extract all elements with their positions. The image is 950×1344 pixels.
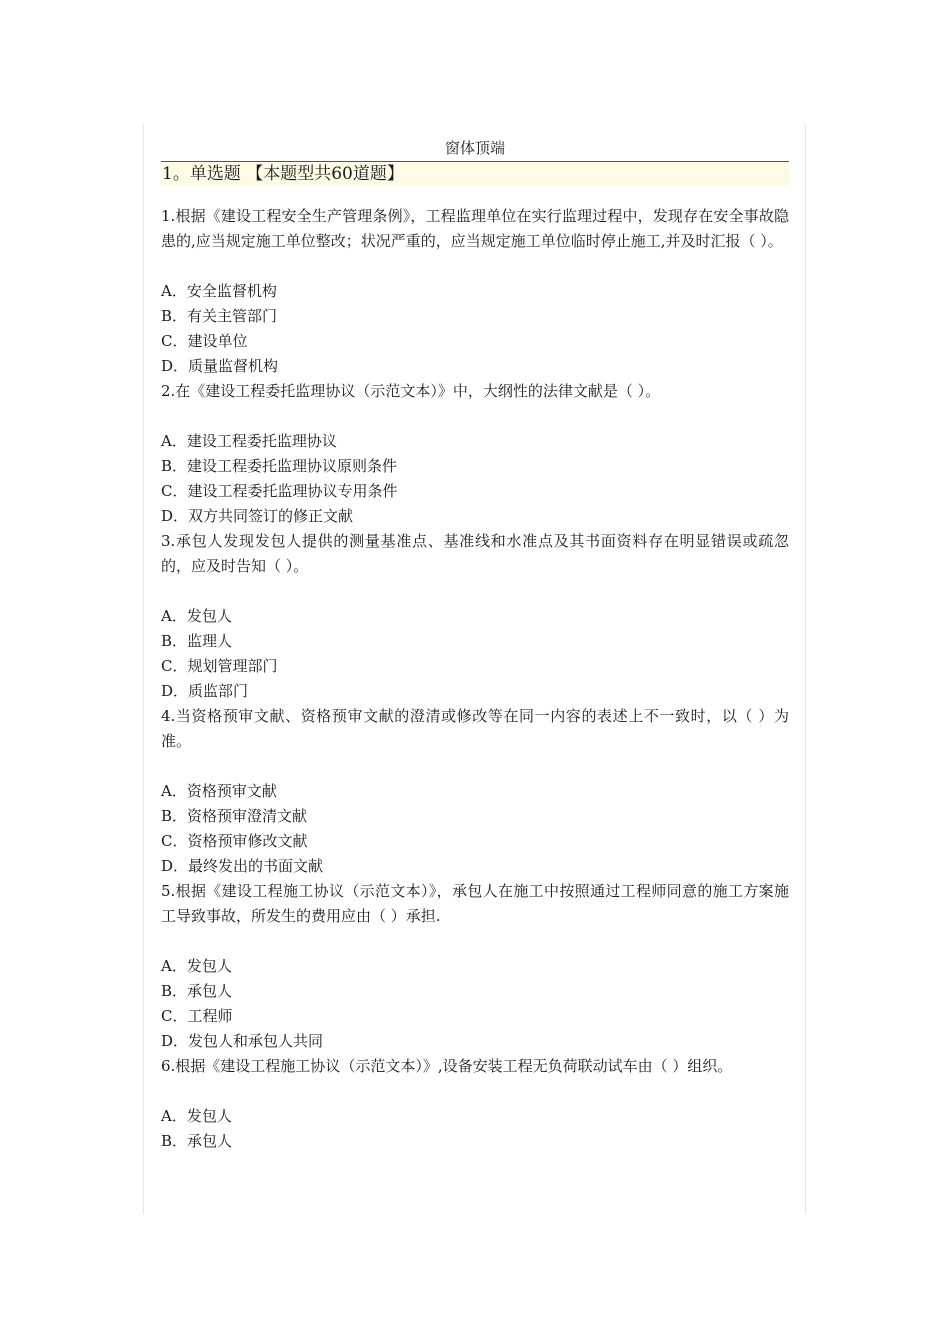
option-c[interactable]: C．资格预审修改文献 — [161, 832, 308, 850]
question-5 — [161, 879, 789, 1054]
option-a[interactable]: A．发包人 — [161, 1107, 232, 1125]
option-d[interactable]: D．质监部门 — [161, 682, 249, 700]
question-4 — [161, 704, 789, 879]
option-a[interactable]: A．建设工程委托监理协议 — [161, 432, 337, 450]
option-d[interactable]: D．质量监督机构 — [161, 357, 279, 375]
question-stem: 2.在《建设工程委托监理协议（示范文本）》中，大纲性的法律文献是（ ）。 — [161, 382, 661, 400]
form-top-label: 窗体顶端 — [161, 136, 789, 162]
option-b[interactable]: B．建设工程委托监理协议原则条件 — [161, 457, 398, 475]
option-c[interactable]: C．工程师 — [161, 1007, 233, 1025]
question-2 — [161, 379, 789, 529]
question-6 — [161, 1054, 789, 1154]
option-a[interactable]: A．发包人 — [161, 607, 232, 625]
option-b[interactable]: B．承包人 — [161, 982, 233, 1000]
question-stem: 1.根据《建设工程安全生产管理条例》，工程监理单位在实行监理过程中，发现存在安全事故隐患的,应当规定施工单位整改；状况严重的，应当规定施工单位临时停止施工,并及时汇报（ ）。 — [161, 207, 789, 250]
option-d[interactable]: D．双方共同签订的修正文献 — [161, 507, 354, 525]
question-stem: 3.承包人发现发包人提供的测量基准点、基准线和水准点及其书面资料存在明显错误或疏忽的，应及时告知（ ）。 — [161, 532, 789, 575]
document-content — [161, 136, 789, 1154]
option-b[interactable]: B．监理人 — [161, 632, 233, 650]
question-3 — [161, 529, 789, 704]
option-b[interactable]: B．有关主管部门 — [161, 307, 278, 325]
option-a[interactable]: A．发包人 — [161, 957, 232, 975]
option-a[interactable]: A．资格预审文献 — [161, 782, 277, 800]
option-b[interactable]: B．承包人 — [161, 1132, 233, 1150]
option-d[interactable]: D．最终发出的书面文献 — [161, 857, 324, 875]
section-header: 1。单选题 【本题型共60道题】 — [161, 162, 789, 186]
document-page — [143, 124, 806, 1214]
option-a[interactable]: A．安全监督机构 — [161, 282, 277, 300]
option-d[interactable]: D．发包人和承包人共同 — [161, 1032, 324, 1050]
option-c[interactable]: C．规划管理部门 — [161, 657, 278, 675]
question-stem: 4.当资格预审文献、资格预审文献的澄清或修改等在同一内容的表述上不一致时，以（ ）为准。 — [161, 707, 789, 750]
question-stem: 6.根据《建设工程施工协议（示范文本）》,设备安装工程无负荷联动试车由（ ）组织。 — [161, 1057, 733, 1075]
option-c[interactable]: C．建设单位 — [161, 332, 248, 350]
option-b[interactable]: B．资格预审澄清文献 — [161, 807, 308, 825]
option-c[interactable]: C．建设工程委托监理协议专用条件 — [161, 482, 398, 500]
question-stem: 5.根据《建设工程施工协议（示范文本）》，承包人在施工中按照通过工程师同意的施工方案施工导致事故，所发生的费用应由（ ）承担. — [161, 882, 789, 925]
question-1 — [161, 204, 789, 379]
